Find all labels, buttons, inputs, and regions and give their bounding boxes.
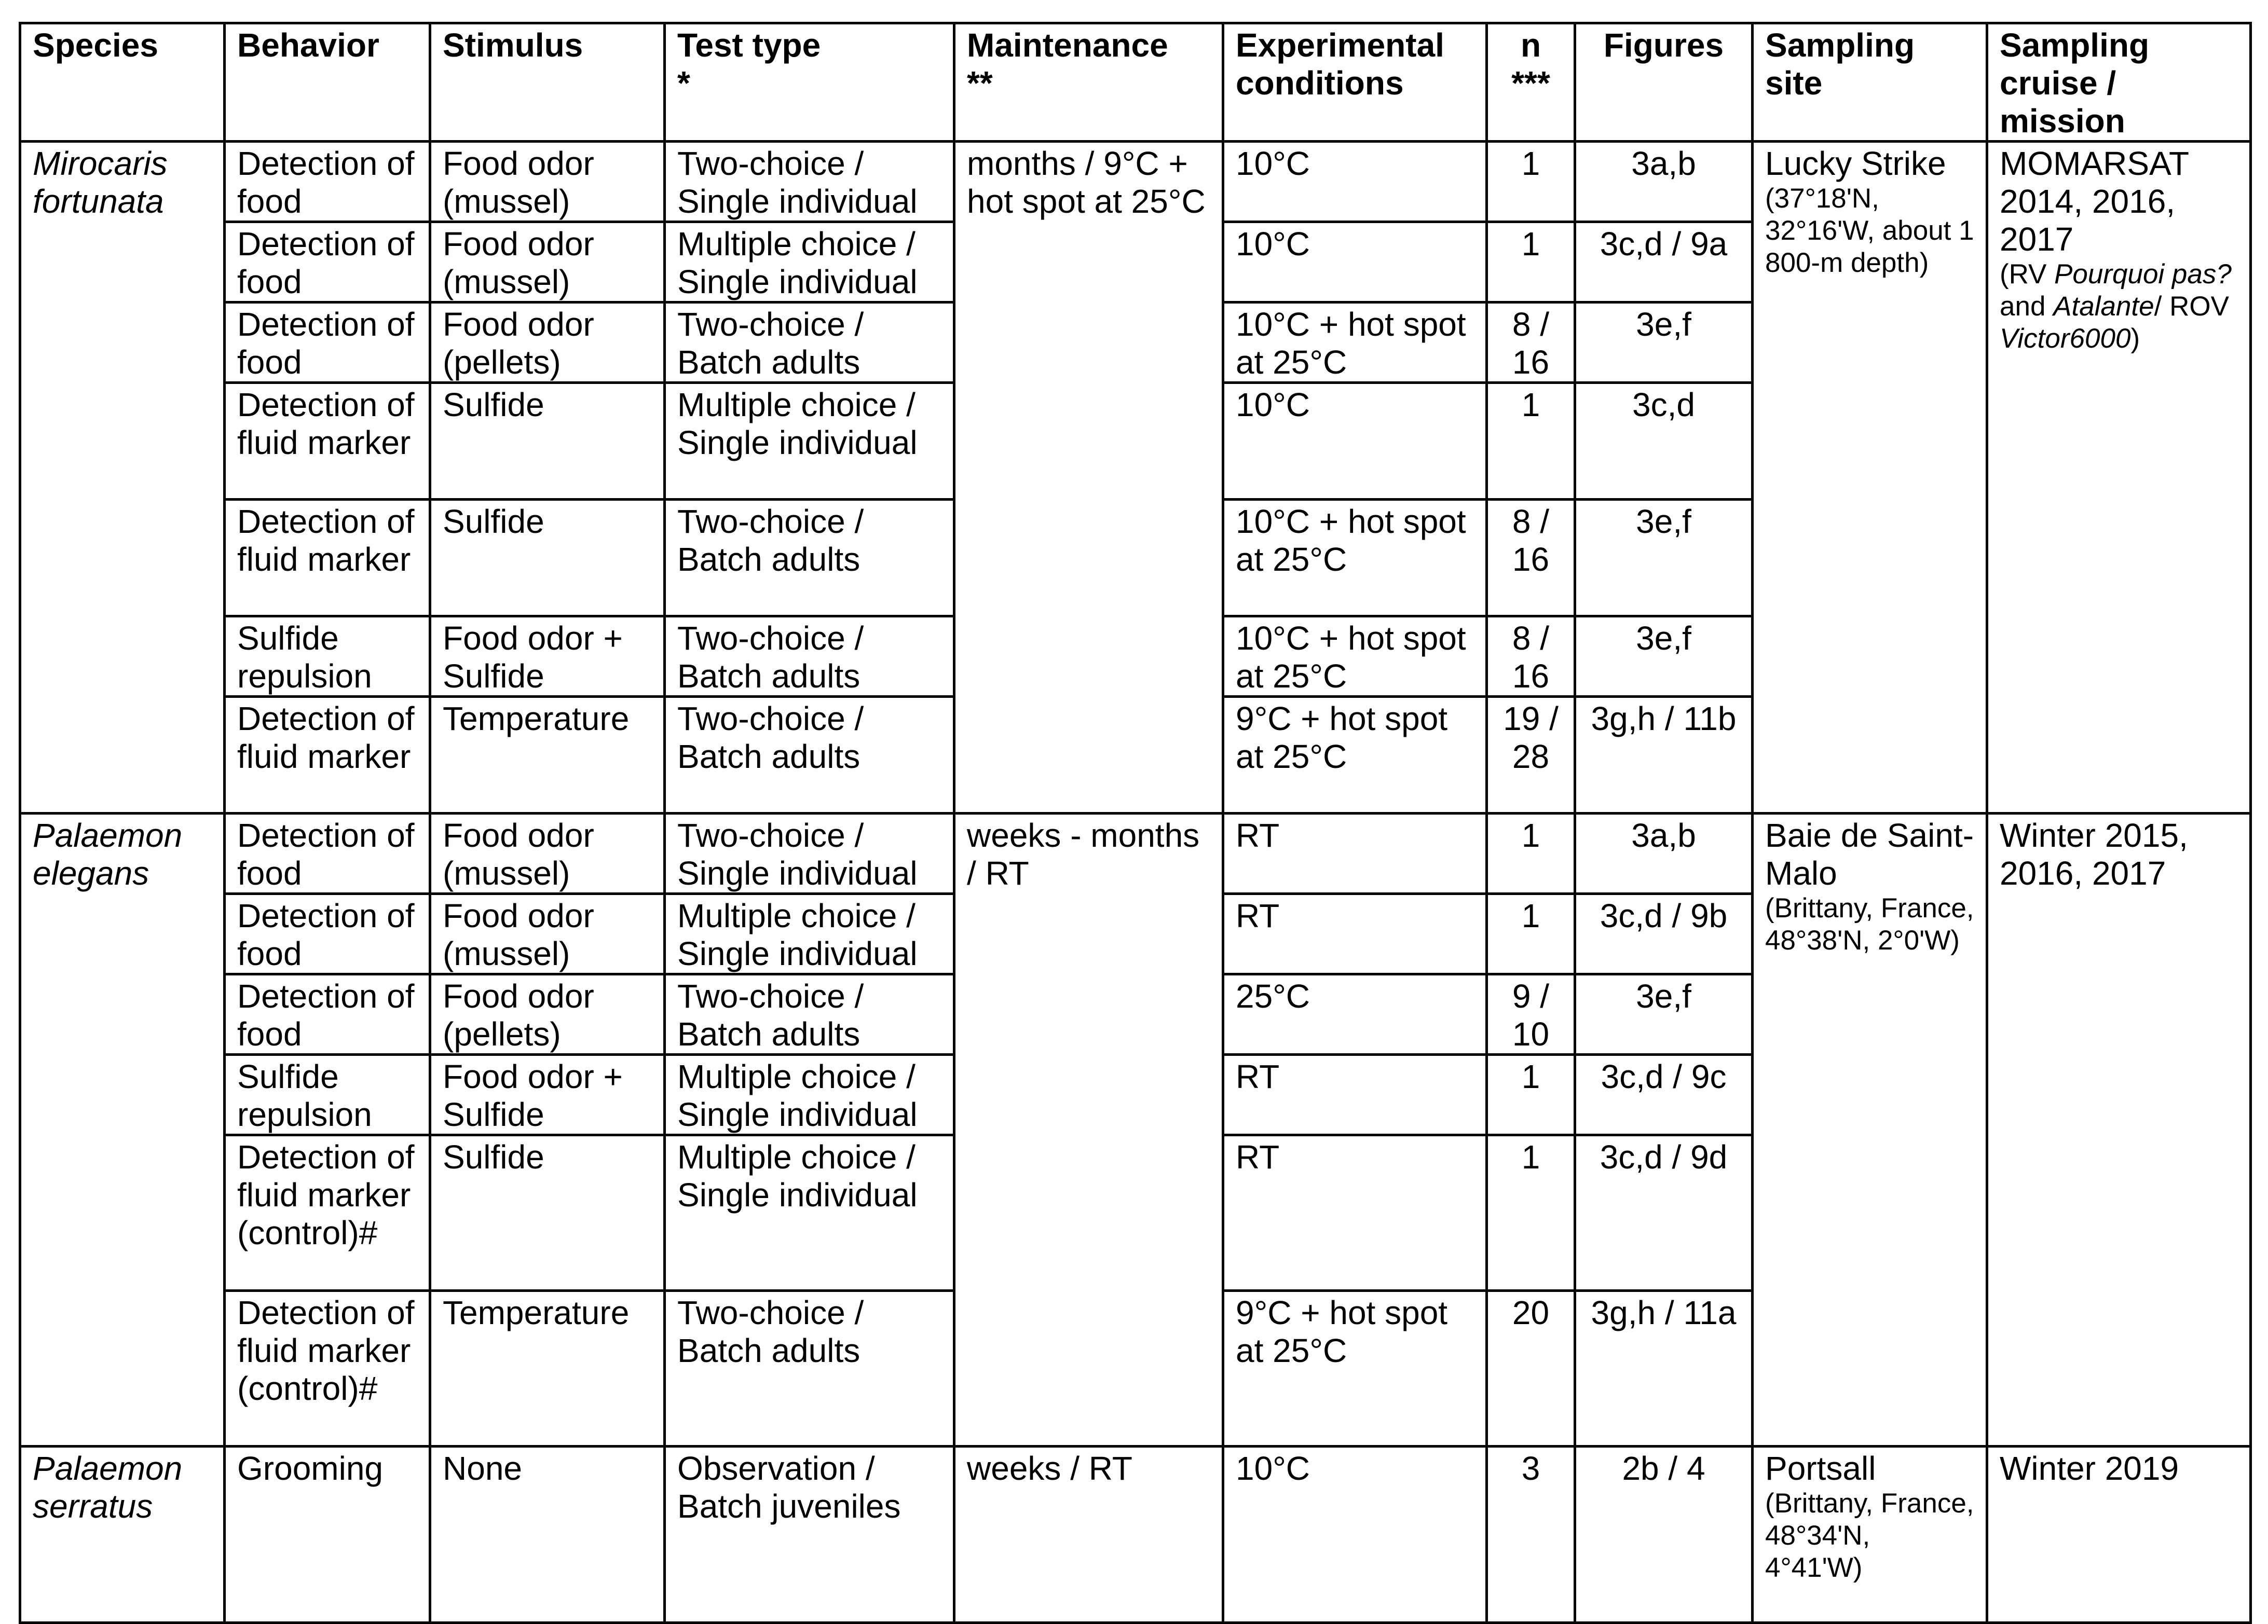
- n-cell: 8 / 16: [1487, 302, 1575, 383]
- stimulus-cell: Food odor (mussel): [430, 222, 665, 302]
- site-detail: (Brittany, France, 48°34'N, 4°41'W): [1765, 1488, 1974, 1583]
- stimulus-cell: Sulfide: [430, 383, 665, 500]
- stimulus-cell: Temperature: [430, 1291, 665, 1447]
- maintenance-cell: weeks - months / RT: [954, 814, 1223, 1447]
- table-row: [20, 1447, 2251, 1623]
- conditions-cell: RT: [1223, 894, 1487, 974]
- figures-cell: 3c,d / 9d: [1575, 1135, 1753, 1291]
- conditions-cell: RT: [1223, 814, 1487, 894]
- header-figures: Figures: [1575, 23, 1753, 142]
- test-type-cell: Multiple choice / Single individual: [665, 1135, 954, 1291]
- cruise-detail-part: Atalante: [2053, 291, 2154, 322]
- site-name: Baie de Saint-Malo: [1765, 817, 1974, 892]
- stimulus-cell: None: [430, 1447, 665, 1623]
- behavior-cell: Detection of fluid marker: [225, 697, 430, 814]
- n-cell: 3: [1487, 1447, 1575, 1623]
- maintenance-cell: months / 9°C + hot spot at 25°C: [954, 142, 1223, 814]
- figures-cell: 3c,d: [1575, 383, 1753, 500]
- conditions-cell: 9°C + hot spot at 25°C: [1223, 1291, 1487, 1447]
- sampling-site-cell: [1753, 142, 1987, 814]
- site-name: Lucky Strike: [1765, 145, 1946, 182]
- behavior-cell: Detection of food: [225, 302, 430, 383]
- cruise-name: Winter 2015, 2016, 2017: [2000, 817, 2188, 892]
- figures-cell: 3e,f: [1575, 974, 1753, 1055]
- site-detail: (37°18'N, 32°16'W, about 1 800-m depth): [1765, 183, 1974, 278]
- conditions-cell: 25°C: [1223, 974, 1487, 1055]
- behavior-cell: Detection of fluid marker: [225, 500, 430, 616]
- stimulus-cell: Food odor (pellets): [430, 974, 665, 1055]
- test-type-cell: Two-choice / Batch adults: [665, 974, 954, 1055]
- conditions-cell: 10°C: [1223, 383, 1487, 500]
- figures-cell: 3e,f: [1575, 302, 1753, 383]
- conditions-cell: 10°C + hot spot at 25°C: [1223, 616, 1487, 697]
- n-cell: 1: [1487, 383, 1575, 500]
- species-cell: Palaemon elegans: [20, 814, 225, 1447]
- sampling-cruise-cell: [1987, 142, 2251, 814]
- sampling-site-cell: [1753, 814, 1987, 1447]
- stimulus-cell: Sulfide: [430, 1135, 665, 1291]
- behavior-cell: Detection of fluid marker: [225, 383, 430, 500]
- table-row: [20, 142, 2251, 222]
- test-type-cell: Two-choice / Single individual: [665, 142, 954, 222]
- site-name: Portsall: [1765, 1450, 1876, 1487]
- test-type-cell: Two-choice / Batch adults: [665, 500, 954, 616]
- figures-cell: 2b / 4: [1575, 1447, 1753, 1623]
- cruise-detail-part: (RV: [2000, 259, 2055, 290]
- behavior-cell: Detection of food: [225, 142, 430, 222]
- sampling-cruise-cell: [1987, 1447, 2251, 1623]
- test-type-cell: Multiple choice / Single individual: [665, 894, 954, 974]
- stimulus-cell: Sulfide: [430, 500, 665, 616]
- n-cell: 8 / 16: [1487, 500, 1575, 616]
- figures-cell: 3c,d / 9b: [1575, 894, 1753, 974]
- behavior-cell: Grooming: [225, 1447, 430, 1623]
- conditions-cell: 9°C + hot spot at 25°C: [1223, 697, 1487, 814]
- n-cell: 1: [1487, 142, 1575, 222]
- behavior-cell: Sulfide repulsion: [225, 616, 430, 697]
- cruise-name: Winter 2019: [2000, 1450, 2179, 1487]
- header-behavior: Behavior: [225, 23, 430, 142]
- test-type-footnote-mark: *: [677, 64, 690, 102]
- header-site: Sampling site: [1753, 23, 1987, 142]
- test-type-cell: Multiple choice / Single individual: [665, 222, 954, 302]
- stimulus-cell: Food odor (mussel): [430, 142, 665, 222]
- conditions-cell: 10°C: [1223, 142, 1487, 222]
- n-cell: 1: [1487, 814, 1575, 894]
- stimulus-cell: Food odor (pellets): [430, 302, 665, 383]
- n-cell: 19 / 28: [1487, 697, 1575, 814]
- conditions-cell: 10°C: [1223, 222, 1487, 302]
- cruise-detail: [2000, 258, 2238, 355]
- n-cell: 1: [1487, 894, 1575, 974]
- conditions-cell: RT: [1223, 1055, 1487, 1135]
- behavior-cell: Detection of food: [225, 222, 430, 302]
- conditions-cell: RT: [1223, 1135, 1487, 1291]
- cruise-detail-part: / ROV: [2154, 291, 2229, 322]
- sampling-site-cell: [1753, 1447, 1987, 1623]
- figures-cell: 3e,f: [1575, 616, 1753, 697]
- n-cell: 1: [1487, 222, 1575, 302]
- test-type-cell: Multiple choice / Single individual: [665, 383, 954, 500]
- species-cell: Palaemon serratus: [20, 1447, 225, 1623]
- maintenance-cell: weeks / RT: [954, 1447, 1223, 1623]
- figures-cell: 3a,b: [1575, 142, 1753, 222]
- conditions-cell: 10°C + hot spot at 25°C: [1223, 500, 1487, 616]
- behavior-cell: Detection of fluid marker (control)#: [225, 1291, 430, 1447]
- maintenance-footnote-mark: **: [967, 64, 993, 102]
- behavior-cell: Detection of fluid marker (control)#: [225, 1135, 430, 1291]
- test-type-cell: Observation / Batch juveniles: [665, 1447, 954, 1623]
- sampling-cruise-cell: [1987, 814, 2251, 1447]
- cruise-detail-part: Victor6000: [2000, 323, 2131, 354]
- header-species: Species: [20, 23, 225, 142]
- cruise-name: MOMARSAT 2014, 2016, 2017: [2000, 145, 2189, 258]
- cruise-detail-part: ): [2130, 323, 2140, 354]
- figures-cell: 3c,d / 9c: [1575, 1055, 1753, 1135]
- stimulus-cell: Food odor + Sulfide: [430, 616, 665, 697]
- header-row: [20, 23, 2251, 142]
- cruise-detail-part: Pourquoi pas?: [2054, 259, 2232, 290]
- header-n: n ***: [1487, 23, 1575, 142]
- figures-cell: 3c,d / 9a: [1575, 222, 1753, 302]
- table-body: [20, 142, 2251, 1623]
- test-type-cell: Two-choice / Batch adults: [665, 697, 954, 814]
- test-type-cell: Two-choice / Batch adults: [665, 616, 954, 697]
- n-cell: 1: [1487, 1135, 1575, 1291]
- test-type-cell: Multiple choice / Single individual: [665, 1055, 954, 1135]
- species-cell: Mirocaris fortunata: [20, 142, 225, 814]
- figures-cell: 3g,h / 11a: [1575, 1291, 1753, 1447]
- table-row: [20, 814, 2251, 894]
- test-type-cell: Two-choice / Batch adults: [665, 302, 954, 383]
- site-detail: (Brittany, France, 48°38'N, 2°0'W): [1765, 893, 1974, 956]
- test-type-cell: Two-choice / Single individual: [665, 814, 954, 894]
- figures-cell: 3g,h / 11b: [1575, 697, 1753, 814]
- test-type-cell: Two-choice / Batch adults: [665, 1291, 954, 1447]
- n-footnote-mark: ***: [1511, 64, 1550, 102]
- behavior-cell: Detection of food: [225, 814, 430, 894]
- behavior-cell: Detection of food: [225, 894, 430, 974]
- table-header: [20, 23, 2251, 142]
- cruise-detail-part: and: [2000, 291, 2054, 322]
- figures-cell: 3e,f: [1575, 500, 1753, 616]
- stimulus-cell: Food odor (mussel): [430, 894, 665, 974]
- n-cell: 20: [1487, 1291, 1575, 1447]
- header-test-type: Test type *: [665, 23, 954, 142]
- conditions-cell: 10°C + hot spot at 25°C: [1223, 302, 1487, 383]
- n-cell: 8 / 16: [1487, 616, 1575, 697]
- behavior-cell: Detection of food: [225, 974, 430, 1055]
- header-stimulus: Stimulus: [430, 23, 665, 142]
- header-conditions: Experimental conditions: [1223, 23, 1487, 142]
- n-cell: 1: [1487, 1055, 1575, 1135]
- species-table: [19, 22, 2252, 1624]
- n-cell: 9 / 10: [1487, 974, 1575, 1055]
- conditions-cell: 10°C: [1223, 1447, 1487, 1623]
- figures-cell: 3a,b: [1575, 814, 1753, 894]
- behavior-cell: Sulfide repulsion: [225, 1055, 430, 1135]
- stimulus-cell: Temperature: [430, 697, 665, 814]
- header-cruise: Sampling cruise / mission: [1987, 23, 2251, 142]
- header-maintenance: Maintenance **: [954, 23, 1223, 142]
- stimulus-cell: Food odor + Sulfide: [430, 1055, 665, 1135]
- stimulus-cell: Food odor (mussel): [430, 814, 665, 894]
